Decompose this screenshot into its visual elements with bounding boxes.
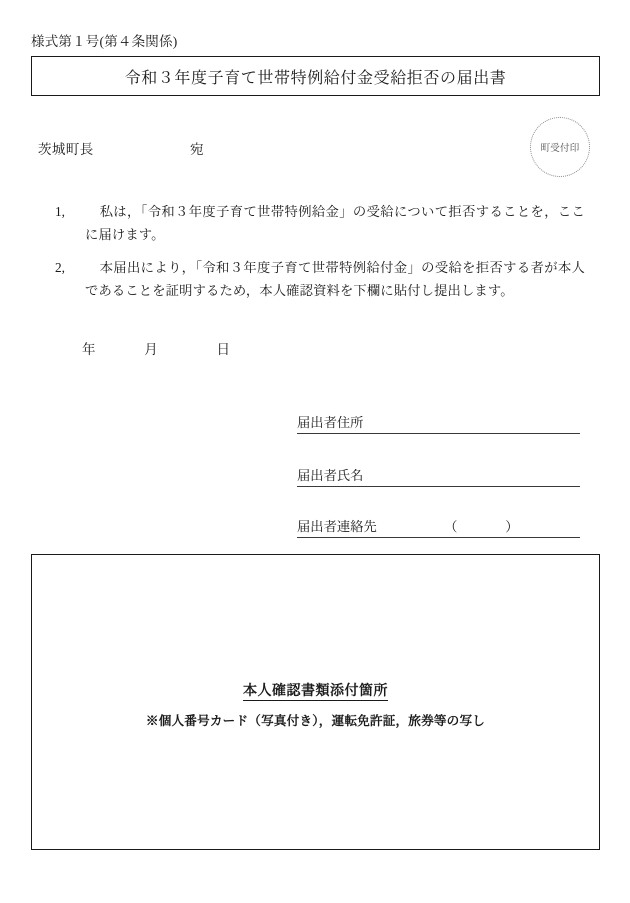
applicant-name-field[interactable]	[297, 465, 580, 487]
applicant-contact-field[interactable]	[297, 516, 580, 538]
attachment-heading-text: 本人確認書類添付箇所	[243, 684, 388, 699]
form-number: 様式第１号(第４条関係)	[31, 34, 178, 49]
attachment-box[interactable]	[31, 554, 600, 850]
clause-marker: 1,	[55, 204, 65, 219]
page-title: 令和３年度子育て世帯特例給付金受給拒否の届出書	[124, 69, 507, 87]
applicant-contact-label: 届出者連絡先	[297, 516, 377, 538]
attachment-note: ※個人番号カード（写真付き），運転免許証，旅券等の写し	[145, 714, 486, 728]
addressee-suffix: 宛	[190, 142, 204, 157]
date-month-label: 月	[144, 342, 158, 357]
applicant-name-label: 届出者氏名	[297, 465, 363, 487]
attachment-heading	[32, 680, 599, 700]
addressee-recipient: 茨城町長	[38, 142, 94, 157]
applicant-address-field[interactable]	[297, 412, 580, 434]
clause-text: 本届出により，「令和３年度子育て世帯特例給付金」の受給を拒否する者が本人であることを証明するため，本人確認資料を下欄に貼付し提出します。	[85, 259, 585, 298]
receipt-stamp-label: 町受付印	[540, 144, 580, 154]
clause-text: 私は，「令和３年度子育て世帯特例給金」の受給について拒否することを，ここに届けます。	[85, 204, 585, 243]
date-year-label: 年	[82, 342, 96, 357]
clause-item	[55, 200, 585, 247]
date-line[interactable]	[82, 338, 230, 358]
applicant-address-label: 届出者住所	[297, 412, 363, 434]
clause-list	[55, 200, 585, 311]
clause-item	[55, 256, 585, 303]
date-day-label: 日	[216, 342, 230, 357]
applicant-contact-paren: （ ）	[444, 519, 521, 534]
title-box	[31, 56, 600, 96]
clause-marker: 2,	[55, 259, 65, 275]
receipt-stamp-circle	[530, 117, 590, 177]
